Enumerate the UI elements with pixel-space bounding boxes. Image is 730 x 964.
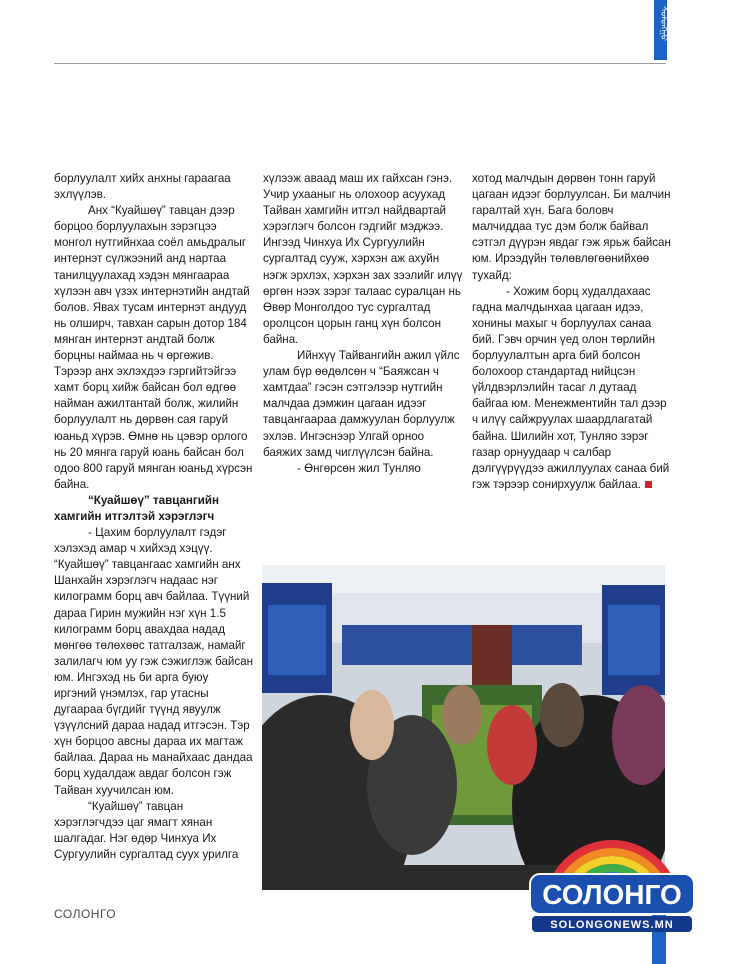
corner-tab-text: ᠰᠣᠯᠣᠩᠭ᠋ᠣ (658, 6, 668, 41)
top-rule (54, 63, 666, 64)
end-mark-icon (645, 481, 652, 488)
paragraph: “Куайшөү” тавцан хэрэглэгчдээ цаг ямагт хянан шалгадаг. Нэг өдөр Чинхуа Их Сургуулийн сургалтад суух урилга (54, 799, 239, 861)
article-column-1 (54, 171, 254, 863)
paragraph: борлуулалт хийх анхны гараагаа эхлүүлэв. (54, 172, 231, 202)
paragraph: - Цахим борлуулалт гэдэг хэлэхэд амар ч хийхэд хэцүү. “Куайшөү” тавцангаас хамгийн анх Шанхайн хэрэглэгч надаас нэг килограмм борц авч байлаа. Түүний дараа Гирин мужийн нэг хүн 1.5 килограмм борц авахдаа надад мөнгөө төлөхөөс татгалзаж, намайг залилагч юм уу гэж сэжиглэж байсан юм. Ингэхэд нь би арга буюу иргэний үнэмлэх, гар утасны дугаараа бүгдийг түүнд явуулж үзүүлсний дараа надад итгэсэн. Тэр хүн борцоо авсны дараа их магтаж байлаа. Дараа нь манайхаас дандаа борц худалдаж авдаг болсон гэж Тайван хуучилсан юм. (54, 526, 254, 797)
footer-publication-name: СОЛОНГО (54, 907, 117, 921)
logo-site: SOLONGONEWS.MN (550, 919, 674, 931)
paragraph: хотод малчдын дөрвөн тонн гаруй цагаан идээг борлуулсан. Би малчин гаралтай хүн. Бага боловч малчиддаа тус дэм болж байвал сэтгэл дүүрэн явдаг гэж ярьж байсан юм. Ирээдүйн төлөвлөгөөнийхөө тухайд: (472, 172, 671, 282)
rainbow-logo-icon (528, 828, 696, 944)
paragraph (472, 284, 672, 493)
paragraph: Ийнхүү Тайвангийн ажил үйлс улам бүр өөдөлсөн ч “Баяжсан ч хамтдаа” гэсэн сэтгэлээр нутгийн малчдаа дэмжин цагаан идээг тавцангаараа дамжуулан борлуулж эхлэв. Ингэснээр Улгай орноо баяжих замд чиглүүлсэн байна. (263, 349, 460, 459)
paragraph: - Өнгөрсөн жил Тунляо (297, 461, 421, 475)
corner-tab (654, 0, 667, 60)
paragraph: Анх “Куайшөү” тавцан дээр борцоо борлуулахын зэрэгцээ монгол нутгийнхаа соёл амьдралыг интернэт сүлжээний анд нартаа танилцуулахад хэдэн мянгаараа хүлээн авч үзэх интернэтийн андтай болов. Явах тусам интернэт андууд нь олширч, тавхан сарын дотор 184 мянган интернэт андтай болж борцны наймаа нь ч өргөжив. Тэрээр анх эхлэхдээ гэргийтэйгээ хамт борц хийж байсан бол өдгөө найман ажилтантай болж, жилийн борлуулалт нь дөрвөн сая гаруй юаньд хүрэв. Өмнө нь цэвэр орлого нь 20 мянга гаруй юань байсан бол одоо 800 гаруй мянган юаньд хүрсэн байна. (54, 204, 253, 491)
subheading-line-1: “Куайшөү” тавцангийн (88, 493, 220, 507)
logo-wordmark: СОЛОНГО (542, 879, 682, 910)
paragraph: хүлээж аваад маш их гайхсан гэнэ. Учир ухааныг нь олохоор асуухад Тайван хамгийн итгэл найдвартай хэрэглэгч болсон гэдгийг мэджээ. Ингээд Чинхуа Их Сургуулийн сургалтад сууж, хэрхэн аж ахуйн нэгж эрхлэх, хэрхэн зах зээлийг илүү өргөн нээх зэрэг талаас суралцан нь Өвөр Монголдоо тус сургалтад оролцсон цорын ганц хүн болсон байна. (263, 172, 463, 346)
paragraph-text: - Хожим борц худалдахаас гадна малчдынхаа цагаан идээ, хонины махыг ч борлуулах санаа бий. Гэвч орчин үед олон төрлийн борлуулалтын арга бий болсон болохоор стандартад нийцсэн үйлдвэрлэлийн тасаг л дутаад байгаа юм. Менежментийн тал дээр ч илүү сайжруулах шаардлагатай байна. Шилийн хот, Тунляо зэрэг газар орнуудаар ч салбар дэлгүүрүүдээ ажиллуулах санаа бий гэж тэрээр сонирхуулж байлаа. (472, 284, 670, 491)
subheading-line-2: хамгийн итгэлтэй хэрэглэгч (54, 509, 215, 523)
article-column-3 (472, 171, 672, 493)
solongo-logo (528, 828, 696, 944)
article-column-2 (263, 171, 463, 477)
